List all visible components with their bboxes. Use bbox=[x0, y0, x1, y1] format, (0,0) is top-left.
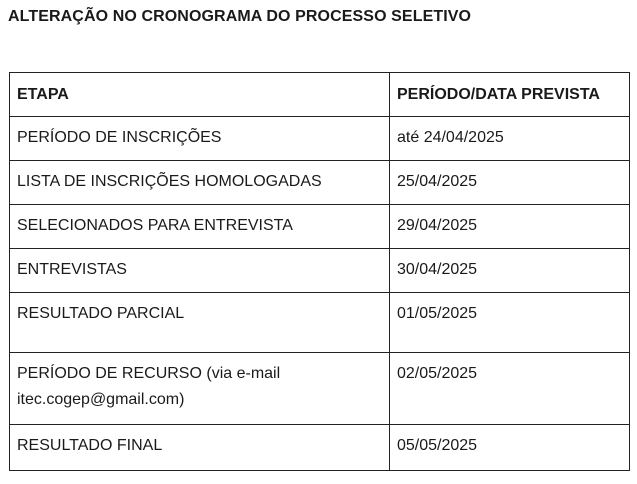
data-cell: até 24/04/2025 bbox=[390, 117, 630, 161]
etapa-cell: RESULTADO PARCIAL bbox=[10, 293, 390, 353]
table-row bbox=[10, 161, 630, 205]
data-cell: 25/04/2025 bbox=[390, 161, 630, 205]
etapa-cell: PERÍODO DE INSCRIÇÕES bbox=[10, 117, 390, 161]
table-row bbox=[10, 117, 630, 161]
etapa-cell: SELECIONADOS PARA ENTREVISTA bbox=[10, 205, 390, 249]
column-header-etapa: ETAPA bbox=[10, 73, 390, 117]
table-row bbox=[10, 425, 630, 471]
etapa-cell: LISTA DE INSCRIÇÕES HOMOLOGADAS bbox=[10, 161, 390, 205]
data-cell: 01/05/2025 bbox=[390, 293, 630, 353]
data-cell: 29/04/2025 bbox=[390, 205, 630, 249]
table-row bbox=[10, 205, 630, 249]
column-header-periodo: PERÍODO/DATA PREVISTA bbox=[390, 73, 630, 117]
etapa-cell: PERÍODO DE RECURSO (via e-mail itec.cogep@gmail.com) bbox=[10, 353, 390, 425]
schedule-table bbox=[9, 72, 630, 471]
table-row bbox=[10, 249, 630, 293]
etapa-cell: ENTREVISTAS bbox=[10, 249, 390, 293]
table-row bbox=[10, 353, 630, 425]
etapa-cell: RESULTADO FINAL bbox=[10, 425, 390, 471]
table-header-row bbox=[10, 73, 630, 117]
data-cell: 02/05/2025 bbox=[390, 353, 630, 425]
table-row bbox=[10, 293, 630, 353]
data-cell: 05/05/2025 bbox=[390, 425, 630, 471]
data-cell: 30/04/2025 bbox=[390, 249, 630, 293]
document-title: ALTERAÇÃO NO CRONOGRAMA DO PROCESSO SELETIVO bbox=[8, 8, 472, 25]
